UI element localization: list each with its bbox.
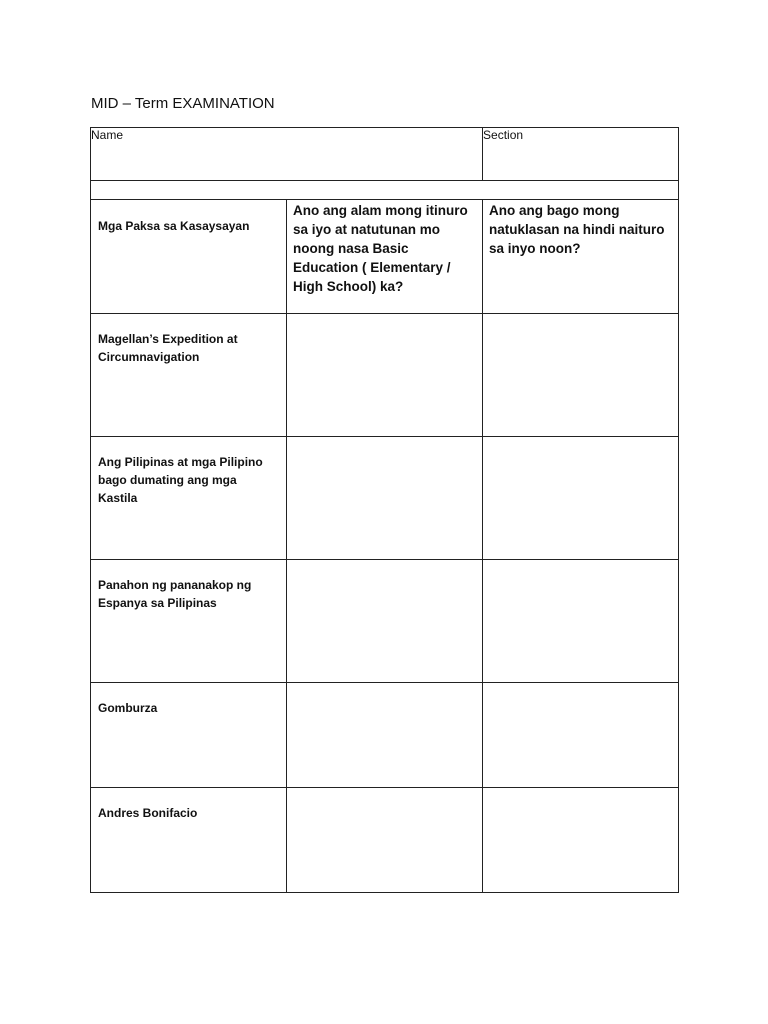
answer-new-learning[interactable] [483, 560, 679, 683]
answer-new-learning[interactable] [483, 788, 679, 893]
answer-previous-knowledge[interactable] [287, 788, 483, 893]
header-new-learning: Ano ang bago mong natuklasan na hindi naituro sa inyo noon? [483, 200, 679, 314]
spacer-row [91, 181, 679, 200]
section-field[interactable] [483, 128, 679, 181]
exam-table [90, 127, 679, 893]
answer-previous-knowledge[interactable] [287, 560, 483, 683]
name-field[interactable] [91, 128, 483, 181]
table-row [91, 683, 679, 788]
answer-new-learning[interactable] [483, 437, 679, 560]
topic-label: Gomburza [91, 683, 287, 788]
table-row [91, 788, 679, 893]
header-topics: Mga Paksa sa Kasaysayan [91, 200, 287, 314]
table-row [91, 314, 679, 437]
name-label: Name [91, 128, 124, 142]
answer-previous-knowledge[interactable] [287, 683, 483, 788]
name-section-row [91, 128, 679, 181]
spacer-cell [91, 181, 679, 200]
answer-new-learning[interactable] [483, 683, 679, 788]
answer-previous-knowledge[interactable] [287, 437, 483, 560]
table-row [91, 560, 679, 683]
topic-label: Panahon ng pananakop ng Espanya sa Pilipinas [91, 560, 287, 683]
section-label: Section [483, 128, 524, 142]
header-previous-knowledge: Ano ang alam mong itinuro sa iyo at natutunan mo noong nasa Basic Education ( Elementary / High School) ka? [287, 200, 483, 314]
document-title: MID – Term EXAMINATION [91, 95, 275, 112]
answer-previous-knowledge[interactable] [287, 314, 483, 437]
table-row [91, 437, 679, 560]
topic-label: Andres Bonifacio [91, 788, 287, 893]
answer-new-learning[interactable] [483, 314, 679, 437]
header-row [91, 200, 679, 314]
topic-label: Ang Pilipinas at mga Pilipino bago dumating ang mga Kastila [91, 437, 287, 560]
topic-label: Magellan’s Expedition at Circumnavigation [91, 314, 287, 437]
